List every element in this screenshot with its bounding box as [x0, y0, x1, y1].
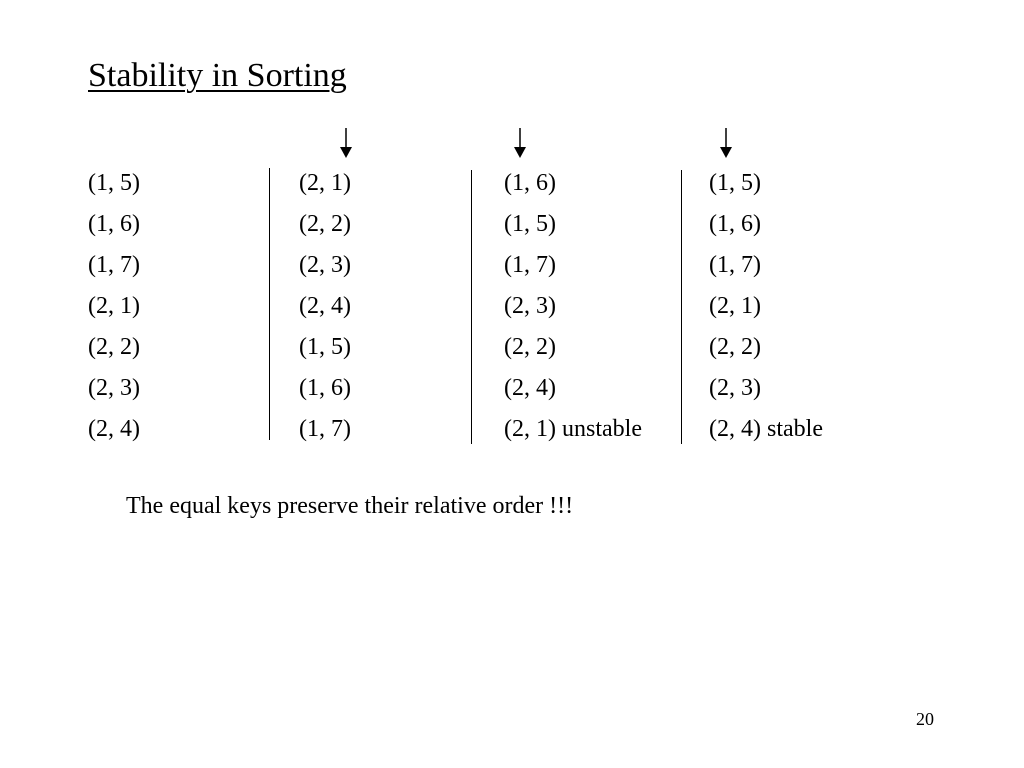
column-cell: (1, 6)	[299, 375, 351, 401]
column-sorted-by-first	[299, 163, 351, 450]
column-cell: (1, 5)	[504, 211, 556, 237]
column-cell: (1, 5)	[709, 170, 761, 196]
arrow-down-icon	[339, 128, 353, 158]
column-cell: (2, 3)	[504, 293, 556, 319]
column-cell: (1, 7)	[88, 252, 140, 278]
column-divider	[681, 170, 682, 444]
arrow-down-icon	[513, 128, 527, 158]
column-cell: (2, 4) stable	[709, 416, 823, 442]
column-cell: (2, 2)	[88, 334, 140, 360]
column-cell: (2, 3)	[88, 375, 140, 401]
column-cell: (2, 1)	[299, 170, 351, 196]
column-divider	[269, 168, 270, 440]
column-cell: (2, 4)	[299, 293, 351, 319]
column-cell: (1, 7)	[299, 416, 351, 442]
column-original	[88, 163, 140, 450]
column-cell: (1, 7)	[504, 252, 556, 278]
column-cell: (2, 4)	[88, 416, 140, 442]
column-cell: (2, 2)	[299, 211, 351, 237]
page-number: 20	[916, 709, 934, 729]
column-cell: (2, 3)	[709, 375, 761, 401]
column-cell: (2, 1)	[88, 293, 140, 319]
column-cell: (2, 1)	[709, 293, 761, 319]
column-cell: (1, 5)	[299, 334, 351, 360]
column-cell: (2, 3)	[299, 252, 351, 278]
column-cell: (1, 5)	[88, 170, 140, 196]
column-stable	[709, 163, 823, 450]
slide-title: Stability in Sorting	[88, 57, 347, 94]
column-cell: (1, 6)	[88, 211, 140, 237]
column-cell: (2, 1) unstable	[504, 416, 642, 442]
column-cell: (2, 4)	[504, 375, 556, 401]
arrow-down-icon	[719, 128, 733, 158]
column-cell: (1, 7)	[709, 252, 761, 278]
column-cell: (2, 2)	[709, 334, 761, 360]
stability-note: The equal keys preserve their relative order !!!	[126, 493, 574, 519]
column-cell: (1, 6)	[504, 170, 556, 196]
column-divider	[471, 170, 472, 444]
column-unstable	[504, 163, 642, 450]
column-cell: (1, 6)	[709, 211, 761, 237]
column-cell: (2, 2)	[504, 334, 556, 360]
